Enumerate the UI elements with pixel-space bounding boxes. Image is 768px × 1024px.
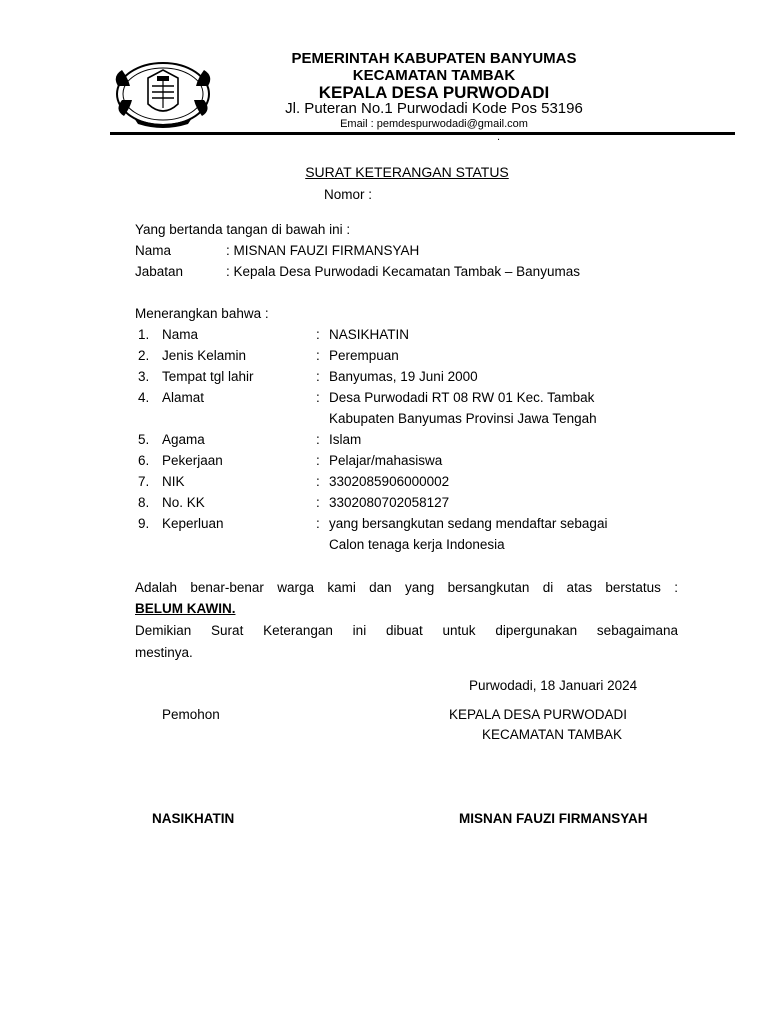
item-label: NIK xyxy=(162,474,185,489)
item-colon: : xyxy=(316,348,320,363)
item-value: 3302085906000002 xyxy=(329,474,450,489)
item-number: 9. xyxy=(138,516,150,531)
item-value: Pelajar/mahasiswa xyxy=(329,453,443,468)
item-value-continued: Kabupaten Banyumas Provinsi Jawa Tengah xyxy=(329,411,597,426)
item-label: Pekerjaan xyxy=(162,453,223,468)
item-value: 3302080702058127 xyxy=(329,495,450,510)
intro-text: Yang bertanda tangan di bawah ini : xyxy=(135,222,351,237)
item-value: yang bersangkutan sedang mendaftar sebagai xyxy=(329,516,608,531)
nomor-label: Nomor : xyxy=(324,187,373,202)
signer-position-value: : Kepala Desa Purwodadi Kecamatan Tambak – Banyumas xyxy=(226,264,580,279)
item-colon: : xyxy=(316,432,320,447)
item-number: 3. xyxy=(138,369,150,384)
marital-status: BELUM KAWIN. xyxy=(135,601,236,616)
pemohon-name: NASIKHATIN xyxy=(152,811,235,826)
closing-line-2: Demikian Surat Keterangan ini dibuat untuk dipergunakan sebagaimana xyxy=(135,623,678,638)
closing-line-1: Adalah benar-benar warga kami dan yang bersangkutan di atas berstatus : xyxy=(135,580,678,595)
item-number: 5. xyxy=(138,432,150,447)
place-date: Purwodadi, 18 Januari 2024 xyxy=(469,678,638,693)
letterhead-district: KECAMATAN TAMBAK xyxy=(352,67,516,84)
item-value: Desa Purwodadi RT 08 RW 01 Kec. Tambak xyxy=(329,390,595,405)
item-label: Tempat tgl lahir xyxy=(162,369,254,384)
kades-name: MISNAN FAUZI FIRMANSYAH xyxy=(459,811,648,826)
item-number: 8. xyxy=(138,495,150,510)
item-number: 4. xyxy=(138,390,150,405)
item-number: 6. xyxy=(138,453,150,468)
letterhead-office: KEPALA DESA PURWODADI xyxy=(318,83,550,102)
item-value: Perempuan xyxy=(329,348,399,363)
item-label: Agama xyxy=(162,432,205,447)
item-number: 1. xyxy=(138,327,150,342)
item-number: 7. xyxy=(138,474,150,489)
item-value: Islam xyxy=(329,432,362,447)
kades-title-2: KECAMATAN TAMBAK xyxy=(482,727,623,742)
item-label: Nama xyxy=(162,327,199,342)
letterhead-divider xyxy=(110,132,735,135)
kades-title-1: KEPALA DESA PURWODADI xyxy=(449,707,628,722)
item-colon: : xyxy=(316,390,320,405)
closing-line-3: mestinya. xyxy=(135,645,193,660)
item-value: Banyumas, 19 Juni 2000 xyxy=(329,369,478,384)
item-value-continued: Calon tenaga kerja Indonesia xyxy=(329,537,505,552)
item-colon: : xyxy=(316,453,320,468)
item-label: Jenis Kelamin xyxy=(162,348,247,363)
item-colon: : xyxy=(316,495,320,510)
document-title: SURAT KETERANGAN STATUS xyxy=(305,164,509,180)
pemohon-label: Pemohon xyxy=(162,707,220,722)
item-label: Keperluan xyxy=(162,516,224,531)
letterhead-email: Email : pemdespurwodadi@gmail.com xyxy=(340,118,528,130)
item-number: 2. xyxy=(138,348,150,363)
signer-position-label: Jabatan xyxy=(135,264,184,279)
item-colon: : xyxy=(316,474,320,489)
letterhead-dot: . xyxy=(497,131,501,143)
item-value: NASIKHATIN xyxy=(329,327,410,342)
letterhead-address: Jl. Puteran No.1 Purwodadi Kode Pos 53196 xyxy=(285,100,583,117)
item-colon: : xyxy=(316,516,320,531)
signer-name-label: Nama xyxy=(135,243,172,258)
menerangkan-text: Menerangkan bahwa : xyxy=(135,306,269,321)
item-colon: : xyxy=(316,327,320,342)
letterhead-government: PEMERINTAH KABUPATEN BANYUMAS xyxy=(291,50,577,67)
item-label: No. KK xyxy=(162,495,205,510)
item-label: Alamat xyxy=(162,390,205,405)
signer-name-value: : MISNAN FAUZI FIRMANSYAH xyxy=(226,243,420,258)
item-colon: : xyxy=(316,369,320,384)
